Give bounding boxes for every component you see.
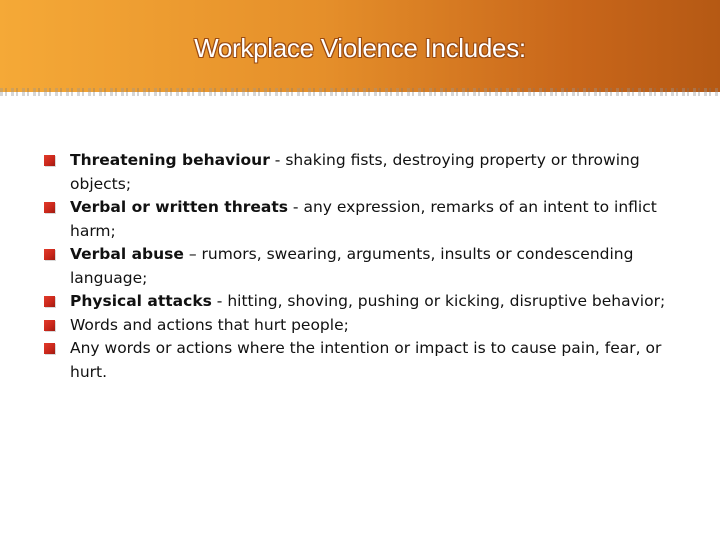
bullet-text: Any words or actions where the intention or impact is to cause pain, fear, or hurt. [70, 339, 662, 381]
bullet-text: hitting, shoving, pushing or kicking, disruptive behavior; [227, 292, 666, 310]
bullet-item [44, 290, 684, 314]
bullet-item [44, 149, 684, 196]
bullet-text: any expression, remarks of an intent to inflict harm; [70, 198, 657, 240]
bullet-text: shaking fists, destroying property or throwing objects; [70, 151, 640, 193]
bullet-term: Physical attacks [70, 292, 212, 310]
slide-title: Workplace Violence Includes: [194, 33, 526, 63]
bullet-item [44, 196, 684, 243]
bullet-square-icon [44, 155, 55, 166]
bullet-term: Verbal or written threats [70, 198, 288, 216]
bullet-square-icon [44, 320, 55, 331]
bullet-square-icon [44, 296, 55, 307]
bullet-item [44, 314, 684, 338]
bullet-square-icon [44, 249, 55, 260]
bullet-separator: - [211, 292, 228, 310]
bullet-square-icon [44, 202, 55, 213]
bullet-item [44, 337, 684, 384]
bullet-list [44, 149, 684, 384]
bullet-term: Verbal abuse [70, 245, 184, 263]
bullet-square-icon [44, 343, 55, 354]
bullet-separator: – [183, 245, 202, 263]
title-bar [0, 0, 720, 92]
bullet-term: Threatening behaviour [70, 151, 270, 169]
bullet-separator: - [288, 198, 304, 216]
bullet-text: Words and actions that hurt people; [70, 315, 349, 334]
bullet-item [44, 243, 684, 290]
bullet-text: rumors, swearing, arguments, insults or condescending language; [70, 245, 634, 287]
bullet-separator: - [269, 151, 286, 169]
